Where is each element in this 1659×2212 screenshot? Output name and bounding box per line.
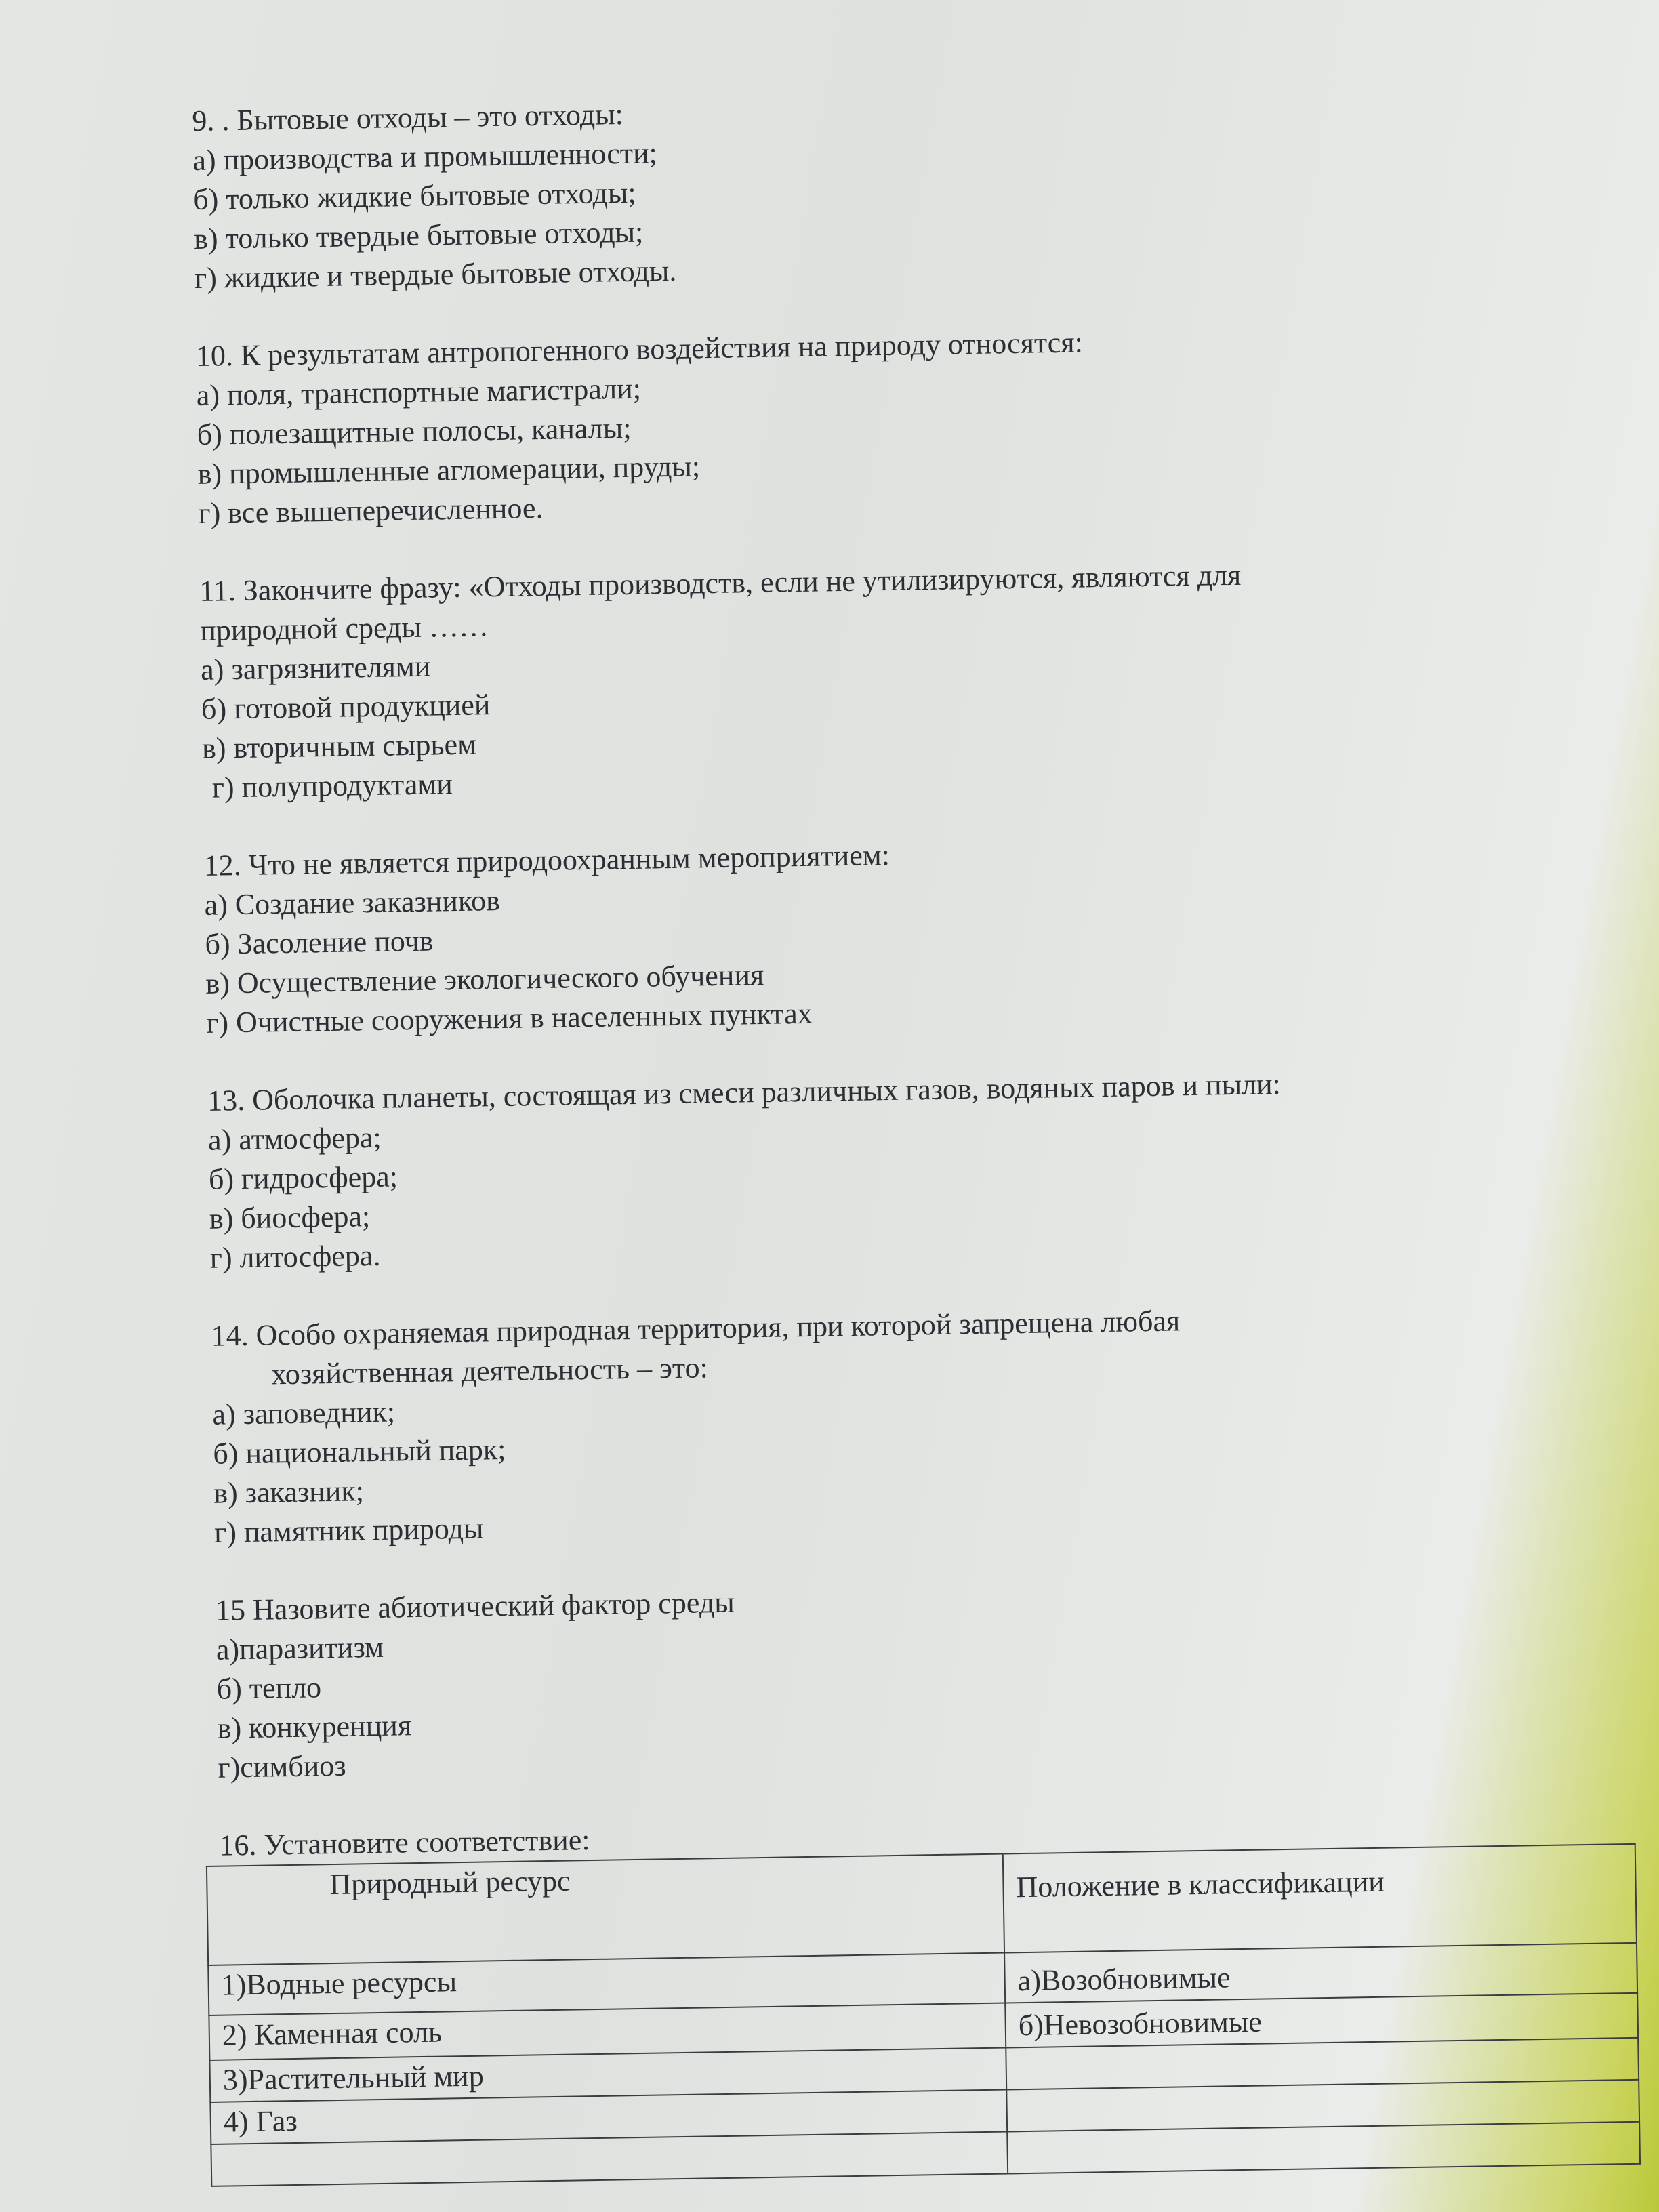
table-header-cell: Положение в классификации [1003,1844,1637,1953]
answer-option: г) памятник природы [213,1511,484,1549]
answer-option: в) промышленные агломерации, пруды; [197,449,701,491]
question-text: 9. . Бытовые отходы – это отходы: [192,98,624,138]
question-text: 15 Назовите абиотический фактор среды [215,1585,735,1627]
question-text: 13. Оболочка планеты, состоящая из смеси различных газов, водяных паров и пыли: [207,1067,1282,1118]
question-text: 14. Особо охраняемая природная территория, при которой запрещена любая [211,1304,1181,1353]
answer-option: б) только жидкие бытовые отходы; [192,176,636,216]
answer-option: а) Создание заказников [204,884,501,922]
answer-option: а) загрязнителями [200,649,431,687]
table-cell: а)Возобновимые [1004,1943,1637,2003]
question-11 [199,550,1599,808]
table-cell: 2) Каменная соль [209,2003,1006,2060]
answer-option: в) только твердые бытовые отходы; [193,215,644,255]
question-9 [192,80,1591,298]
question-text: 16. Установите соответствие: [219,1823,590,1862]
answer-option: г) жидкие и твердые бытовые отходы. [194,253,677,295]
answer-option: в) биосфера; [209,1200,371,1235]
answer-option: г) Очистные сооружения в населенных пунктах [205,996,813,1040]
answer-option: б) национальный парк; [212,1432,506,1471]
answer-option: б) тепло [216,1671,322,1706]
table-header-cell: Природный ресурс [207,1854,1004,1965]
question-text: 10. К результатам антропогенного воздействия на природу относятся: [195,325,1084,373]
question-13 [207,1059,1606,1277]
answer-option: а) производства и промышленности; [192,136,658,177]
answer-option: а) атмосфера; [207,1120,382,1157]
answer-option: г) литосфера. [209,1238,381,1275]
answer-option: в) конкуренция [217,1708,412,1745]
answer-option: г) все вышеперечисленное. [198,491,544,530]
table-cell: б)Невозобновимые [1005,1993,1638,2048]
question-text-continued: природной среды …… [199,609,489,647]
question-10 [195,315,1594,533]
question-text: 12. Что не является природоохранным мероприятием: [203,838,890,882]
answer-option: г)симбиоз [218,1748,346,1784]
answer-option: г) полупродуктами [211,767,453,804]
table-cell [1007,2122,1640,2174]
answer-option: а) заповедник; [212,1395,396,1431]
answer-option: а)паразитизм [216,1630,384,1666]
question-15 [216,1569,1614,1787]
matching-table [206,1843,1641,2187]
answer-option: в) заказник; [213,1474,365,1510]
answer-option: а) поля, транспортные магистрали; [196,371,642,412]
table-cell: 1)Водные ресурсы [208,1953,1005,2015]
question-12 [203,825,1602,1043]
answer-option: в) вторичным сырьем [201,727,477,765]
question-text-continued: хозяйственная деятельность – это: [271,1351,709,1391]
question-16 [219,1804,1620,2186]
question-text: 11. Закончите фразу: «Отходы производств, если не утилизируются, являются для [199,558,1242,608]
table-cell: 4) Газ [210,2089,1007,2144]
answer-option: б) готовой продукцией [201,688,491,726]
answer-option: б) Засоление почв [205,924,434,961]
answer-option: б) полезащитные полосы, каналы; [197,411,632,451]
table-cell: 3)Растительный мир [209,2047,1006,2102]
answer-option: в) Осуществление экологического обучения [205,958,764,1000]
test-content [192,80,1620,2187]
question-14 [211,1294,1610,1552]
answer-option: б) гидросфера; [208,1160,398,1196]
